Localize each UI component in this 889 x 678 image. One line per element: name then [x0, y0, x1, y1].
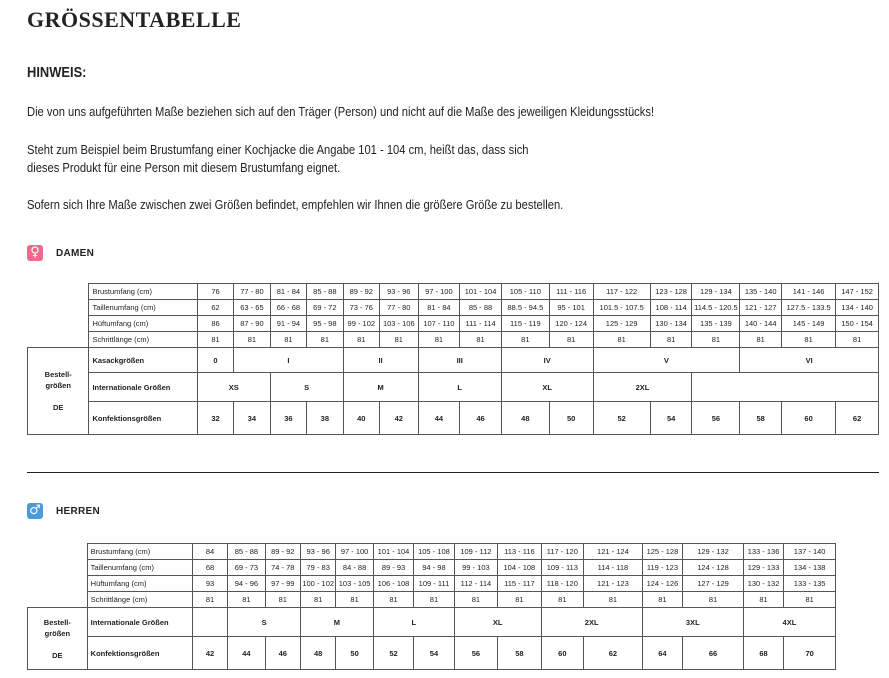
female-icon: ♀: [27, 245, 43, 261]
measure-cell: 115 - 117: [498, 576, 541, 592]
measure-cell: 105 - 108: [414, 544, 454, 560]
measure-cell: 81 - 84: [418, 300, 460, 316]
measure-cell: 140 - 144: [740, 316, 782, 332]
measure-cell: 81: [683, 592, 744, 608]
measure-cell: 81: [692, 332, 740, 348]
table-row: [28, 373, 879, 402]
measure-cell: 129 - 134: [692, 284, 740, 300]
spacer-cell: [28, 332, 89, 348]
measure-cell: 81: [784, 592, 836, 608]
notice-paragraph-1: Die von uns aufgeführten Maße beziehen sich auf den Träger (Person) und nicht auf die Maße des jeweiligen Kleidungsstücks!: [27, 104, 655, 119]
measure-cell: 99 - 103: [454, 560, 497, 576]
garment-size-cell: 32: [197, 402, 233, 435]
measure-cell: 121 - 123: [584, 576, 643, 592]
measure-cell: 93 - 96: [301, 544, 336, 560]
garment-size-cell: 58: [498, 637, 541, 670]
measure-cell: 100 - 102: [301, 576, 336, 592]
row-label: Brustumfang (cm): [87, 544, 192, 560]
section-header-herren: [27, 503, 100, 519]
measure-cell: 124 - 128: [683, 560, 744, 576]
measure-cell: 127 - 129: [683, 576, 744, 592]
measure-cell: 69 - 72: [307, 300, 343, 316]
order-sizes-label: [28, 348, 89, 435]
row-label: Taillenumfang (cm): [87, 560, 192, 576]
garment-size-cell: 54: [414, 637, 454, 670]
measure-cell: 81: [343, 332, 379, 348]
garment-size-cell: 52: [373, 637, 413, 670]
measure-cell: 103 - 106: [380, 316, 419, 332]
empty-cell: [692, 373, 879, 402]
spacer-cell: [28, 544, 88, 560]
measure-cell: 113 - 116: [498, 544, 541, 560]
international-size-cell: L: [373, 608, 454, 637]
measure-cell: 133 - 136: [743, 544, 783, 560]
table-row: [28, 592, 836, 608]
page-title: GRÖSSENTABELLE: [27, 7, 242, 32]
garment-size-cell: 34: [234, 402, 270, 435]
measure-cell: 81: [454, 592, 497, 608]
garment-size-cell: 50: [549, 402, 593, 435]
garment-size-cell: 48: [301, 637, 336, 670]
measure-cell: 97 - 100: [336, 544, 373, 560]
row-label: Hüftumfang (cm): [87, 576, 192, 592]
measure-cell: 79 - 83: [301, 560, 336, 576]
measure-cell: 125 - 129: [593, 316, 650, 332]
measure-cell: 135 - 140: [740, 284, 782, 300]
measure-cell: 81: [336, 592, 373, 608]
row-label: Brustumfang (cm): [89, 284, 197, 300]
measure-cell: 81: [418, 332, 460, 348]
measure-cell: 77 - 80: [234, 284, 270, 300]
international-size-cell: S: [228, 608, 301, 637]
kasack-size-cell: VI: [740, 348, 879, 373]
table-row: [28, 544, 836, 560]
measure-cell: 81: [501, 332, 549, 348]
international-size-cell: M: [343, 373, 418, 402]
kasack-size-cell: V: [593, 348, 740, 373]
empty-cell: [192, 608, 227, 637]
size-table-herren: [27, 543, 836, 670]
measure-cell: 101.5 - 107.5: [593, 300, 650, 316]
measure-cell: 95 - 98: [307, 316, 343, 332]
measure-cell: 81: [584, 592, 643, 608]
spacer-cell: [28, 592, 88, 608]
garment-size-cell: 64: [642, 637, 682, 670]
international-size-cell: 2XL: [593, 373, 692, 402]
measure-cell: 91 - 94: [270, 316, 306, 332]
measure-cell: 129 - 133: [743, 560, 783, 576]
notice-paragraph-2a: Steht zum Beispiel beim Brustumfang einer Kochjacke die Angabe 101 - 104 cm, heißt das, dass sich: [27, 142, 529, 157]
garment-size-cell: 62: [584, 637, 643, 670]
garment-size-cell: 36: [270, 402, 306, 435]
measure-cell: 114.5 - 120.5: [692, 300, 740, 316]
measure-cell: 81: [197, 332, 233, 348]
measure-cell: 81: [498, 592, 541, 608]
garment-size-cell: 54: [650, 402, 692, 435]
measure-cell: 89 - 93: [373, 560, 413, 576]
notice-paragraph-2b: dieses Produkt für eine Person mit diesem Brustumfang eignet.: [27, 160, 341, 175]
table-row: [28, 402, 879, 435]
garment-size-cell: 66: [683, 637, 744, 670]
spacer-cell: [28, 284, 89, 300]
measure-cell: 81: [192, 592, 227, 608]
measure-cell: 85 - 88: [460, 300, 502, 316]
garment-size-cell: 46: [460, 402, 502, 435]
measure-cell: 81: [740, 332, 782, 348]
order-sizes-label: [28, 608, 88, 670]
garment-size-cell: 44: [418, 402, 460, 435]
measure-cell: 74 - 78: [265, 560, 300, 576]
measure-cell: 81: [270, 332, 306, 348]
measure-cell: 81: [642, 592, 682, 608]
male-icon: ♂: [27, 503, 43, 519]
garment-size-cell: 48: [501, 402, 549, 435]
kasack-size-cell: III: [418, 348, 501, 373]
kasack-size-cell: I: [234, 348, 343, 373]
international-size-cell: 3XL: [642, 608, 743, 637]
measure-cell: 108 - 114: [650, 300, 692, 316]
measure-cell: 81: [228, 592, 265, 608]
measure-cell: 99 - 102: [343, 316, 379, 332]
spacer-cell: [28, 576, 88, 592]
measure-cell: 104 - 108: [498, 560, 541, 576]
measure-cell: 88.5 - 94.5: [501, 300, 549, 316]
measure-cell: 130 - 134: [650, 316, 692, 332]
measure-cell: 106 - 108: [373, 576, 413, 592]
measure-cell: 73 - 76: [343, 300, 379, 316]
row-label: Schrittlänge (cm): [89, 332, 197, 348]
spacer-cell: [28, 300, 89, 316]
measure-cell: 81: [307, 332, 343, 348]
measure-cell: 84 - 88: [336, 560, 373, 576]
measure-cell: 81: [541, 592, 583, 608]
garment-size-cell: 58: [740, 402, 782, 435]
measure-cell: 134 - 140: [836, 300, 879, 316]
measure-cell: 107 - 110: [418, 316, 460, 332]
side-label-line: DE: [53, 403, 64, 412]
kasack-size-cell: 0: [197, 348, 233, 373]
row-label: Konfektionsgrößen: [87, 637, 192, 670]
table-row: [28, 332, 879, 348]
measure-cell: 81: [593, 332, 650, 348]
measure-cell: 111 - 114: [460, 316, 502, 332]
garment-size-cell: 70: [784, 637, 836, 670]
side-label-line: größen: [45, 381, 71, 390]
table-row: [28, 284, 879, 300]
garment-size-cell: 40: [343, 402, 379, 435]
international-size-cell: XL: [501, 373, 593, 402]
measure-cell: 141 - 146: [782, 284, 836, 300]
section-label-damen: DAMEN: [56, 247, 95, 259]
measure-cell: 120 - 124: [549, 316, 593, 332]
measure-cell: 68: [192, 560, 227, 576]
kasack-size-cell: IV: [501, 348, 593, 373]
measure-cell: 66 - 68: [270, 300, 306, 316]
notice-paragraph-3: Sofern sich Ihre Maße zwischen zwei Größen befindet, empfehlen wir Ihnen die größere Größe zu bestellen.: [27, 197, 564, 212]
measure-cell: 62: [197, 300, 233, 316]
measure-cell: 112 - 114: [454, 576, 497, 592]
measure-cell: 127.5 - 133.5: [782, 300, 836, 316]
row-label: Kasackgrößen: [89, 348, 197, 373]
side-label-line: DE: [52, 650, 63, 660]
table-row: [28, 316, 879, 332]
measure-cell: 81: [380, 332, 419, 348]
measure-cell: 117 - 122: [593, 284, 650, 300]
measure-cell: 81: [373, 592, 413, 608]
measure-cell: 84: [192, 544, 227, 560]
international-size-cell: XS: [197, 373, 270, 402]
size-table-damen: [27, 283, 879, 435]
measure-cell: 81: [743, 592, 783, 608]
measure-cell: 93: [192, 576, 227, 592]
row-label: Schrittlänge (cm): [87, 592, 192, 608]
measure-cell: 101 - 104: [373, 544, 413, 560]
measure-cell: 94 - 96: [228, 576, 265, 592]
measure-cell: 134 - 138: [784, 560, 836, 576]
measure-cell: 109 - 113: [541, 560, 583, 576]
international-size-cell: XL: [454, 608, 541, 637]
measure-cell: 135 - 139: [692, 316, 740, 332]
measure-cell: 81: [549, 332, 593, 348]
measure-cell: 123 - 128: [650, 284, 692, 300]
measure-cell: 81: [301, 592, 336, 608]
garment-size-cell: 42: [380, 402, 419, 435]
measure-cell: 124 - 126: [642, 576, 682, 592]
measure-cell: 76: [197, 284, 233, 300]
garment-size-cell: 68: [743, 637, 783, 670]
measure-cell: 81: [414, 592, 454, 608]
measure-cell: 109 - 111: [414, 576, 454, 592]
measure-cell: 117 - 120: [541, 544, 583, 560]
measure-cell: 63 - 65: [234, 300, 270, 316]
measure-cell: 81: [650, 332, 692, 348]
garment-size-cell: 42: [192, 637, 227, 670]
measure-cell: 119 - 123: [642, 560, 682, 576]
measure-cell: 89 - 92: [343, 284, 379, 300]
measure-cell: 137 - 140: [784, 544, 836, 560]
measure-cell: 81: [234, 332, 270, 348]
measure-cell: 86: [197, 316, 233, 332]
table-row: [28, 637, 836, 670]
measure-cell: 103 - 105: [336, 576, 373, 592]
row-label: Hüftumfang (cm): [89, 316, 197, 332]
measure-cell: 105 - 110: [501, 284, 549, 300]
garment-size-cell: 52: [593, 402, 650, 435]
measure-cell: 111 - 116: [549, 284, 593, 300]
measure-cell: 85 - 88: [228, 544, 265, 560]
measure-cell: 121 - 124: [584, 544, 643, 560]
garment-size-cell: 46: [265, 637, 300, 670]
garment-size-cell: 60: [782, 402, 836, 435]
measure-cell: 89 - 92: [265, 544, 300, 560]
international-size-cell: S: [270, 373, 343, 402]
measure-cell: 95 - 101: [549, 300, 593, 316]
international-size-cell: L: [418, 373, 501, 402]
measure-cell: 147 - 152: [836, 284, 879, 300]
measure-cell: 118 - 120: [541, 576, 583, 592]
measure-cell: 85 - 88: [307, 284, 343, 300]
measure-cell: 133 - 135: [784, 576, 836, 592]
measure-cell: 130 - 132: [743, 576, 783, 592]
table-row: [28, 608, 836, 637]
garment-size-cell: 56: [692, 402, 740, 435]
measure-cell: 97 - 99: [265, 576, 300, 592]
row-label: Internationale Größen: [87, 608, 192, 637]
international-size-cell: 4XL: [743, 608, 835, 637]
measure-cell: 81: [265, 592, 300, 608]
spacer-cell: [28, 316, 89, 332]
garment-size-cell: 38: [307, 402, 343, 435]
spacer-cell: [28, 560, 88, 576]
measure-cell: 150 - 154: [836, 316, 879, 332]
measure-cell: 81 - 84: [270, 284, 306, 300]
international-size-cell: M: [301, 608, 374, 637]
row-label: Internationale Größen: [89, 373, 197, 402]
garment-size-cell: 60: [541, 637, 583, 670]
measure-cell: 81: [836, 332, 879, 348]
garment-size-cell: 44: [228, 637, 265, 670]
side-label-line: Bestell-: [44, 370, 72, 379]
measure-cell: 97 - 100: [418, 284, 460, 300]
measure-cell: 125 - 128: [642, 544, 682, 560]
garment-size-cell: 62: [836, 402, 879, 435]
row-label: Konfektionsgrößen: [89, 402, 197, 435]
measure-cell: 94 - 98: [414, 560, 454, 576]
measure-cell: 77 - 80: [380, 300, 419, 316]
table-row: [28, 348, 879, 373]
measure-cell: 81: [782, 332, 836, 348]
table-row: [28, 576, 836, 592]
section-header-damen: [27, 245, 94, 261]
measure-cell: 81: [460, 332, 502, 348]
measure-cell: 109 - 112: [454, 544, 497, 560]
measure-cell: 93 - 96: [380, 284, 419, 300]
garment-size-cell: 50: [336, 637, 373, 670]
measure-cell: 121 - 127: [740, 300, 782, 316]
measure-cell: 129 - 132: [683, 544, 744, 560]
measure-cell: 69 - 73: [228, 560, 265, 576]
measure-cell: 114 - 118: [584, 560, 643, 576]
side-label-line: größen: [44, 628, 71, 638]
measure-cell: 115 - 119: [501, 316, 549, 332]
row-label: Taillenumfang (cm): [89, 300, 197, 316]
table-row: [28, 300, 879, 316]
measure-cell: 145 - 149: [782, 316, 836, 332]
notice-heading: HINWEIS:: [27, 64, 87, 81]
international-size-cell: 2XL: [541, 608, 642, 637]
table-row: [28, 560, 836, 576]
kasack-size-cell: II: [343, 348, 418, 373]
garment-size-cell: 56: [454, 637, 497, 670]
measure-cell: 87 - 90: [234, 316, 270, 332]
section-divider: [27, 472, 879, 473]
side-label-line: Bestell-: [43, 617, 71, 627]
measure-cell: 101 - 104: [460, 284, 502, 300]
section-label-herren: HERREN: [56, 505, 101, 517]
